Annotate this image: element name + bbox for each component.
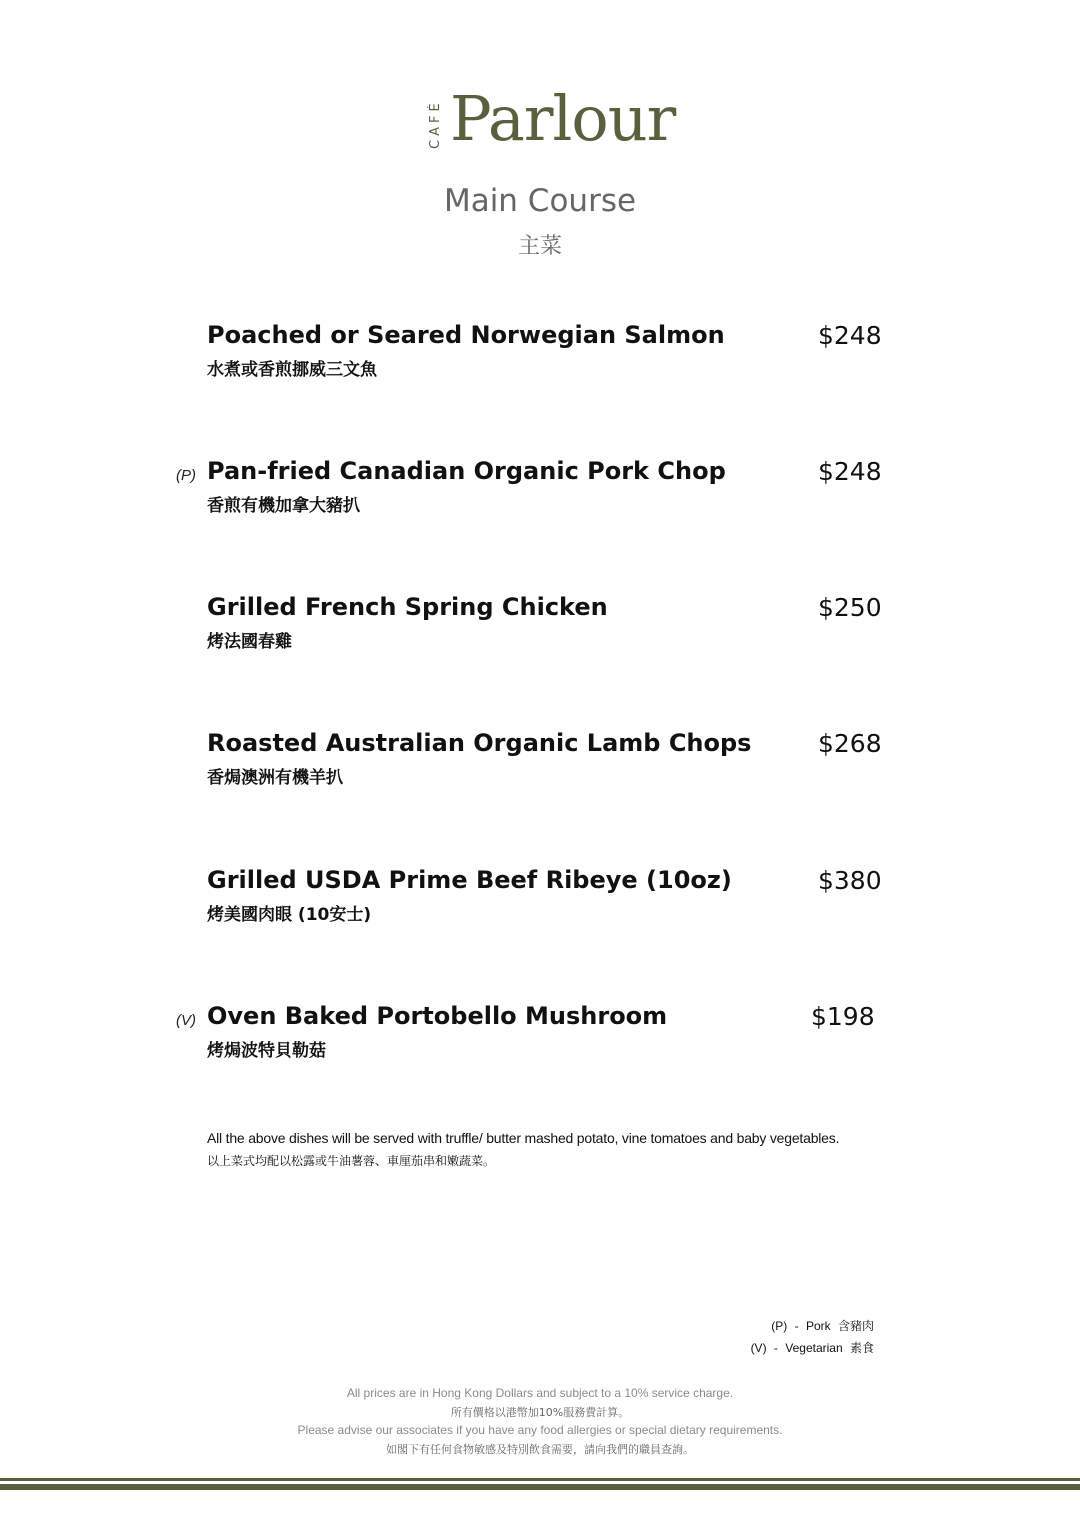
section-title-chinese: 主菜: [517, 234, 562, 259]
legend-label-chinese: 含豬肉: [837, 1319, 874, 1333]
legend-label: Pork: [805, 1319, 831, 1333]
dish-name: Poached or Seared Norwegian Salmon: [207, 321, 725, 349]
menu-item: [0, 457, 1080, 527]
menu-item: [0, 729, 1080, 799]
dish-name-chinese: 香煎有機加拿大豬扒: [207, 496, 360, 516]
menu-item: [0, 1002, 1080, 1072]
dish-name: Roasted Australian Organic Lamb Chops: [207, 729, 752, 757]
dish-name-chinese: 水煮或香煎挪威三文魚: [207, 360, 377, 380]
dietary-tag: (V): [176, 1012, 196, 1029]
side-dish-note: All the above dishes will be served with truffle/ butter mashed potato, vine tomatoes and baby vegetables.: [207, 1130, 840, 1146]
dish-name-chinese: 香焗澳洲有機羊扒: [207, 768, 343, 788]
legend-code: (P): [771, 1319, 788, 1333]
allergy-note: Please advise our associates if you have any food allergies or special dietary requirements.: [297, 1423, 783, 1437]
legend-code: (V): [750, 1341, 767, 1355]
logo-wordmark: Parlour: [450, 82, 676, 155]
dish-price: $198: [811, 1002, 875, 1031]
dish-name: Grilled USDA Prime Beef Ribeye (10oz): [207, 866, 732, 894]
menu-item: [0, 321, 1080, 391]
dish-price: $380: [818, 866, 882, 895]
legend-dash: -: [794, 1319, 799, 1333]
legend-dash: -: [773, 1341, 778, 1355]
dish-price: $268: [818, 729, 882, 758]
dietary-tag: (P): [176, 467, 196, 484]
menu-item: [0, 593, 1080, 663]
legend-label: Vegetarian: [785, 1341, 843, 1355]
service-charge-note-chinese: 所有價格以港幣加10%服務費計算。: [450, 1406, 630, 1419]
footer-band: [0, 1484, 1080, 1490]
logo-cafe-text: CAFÉ: [428, 99, 443, 149]
dish-name-chinese: 烤美國肉眼 (10安士): [207, 905, 372, 925]
service-charge-note: All prices are in Hong Kong Dollars and subject to a 10% service charge.: [346, 1386, 734, 1400]
dish-name: Oven Baked Portobello Mushroom: [207, 1002, 668, 1030]
legend-vegetarian: [747, 1339, 874, 1356]
dish-price: $248: [818, 457, 882, 486]
menu-item: [0, 866, 1080, 936]
dish-name: Grilled French Spring Chicken: [207, 593, 608, 621]
cafe-parlour-logo: [428, 82, 676, 162]
dish-name-chinese: 烤焗波特貝勒菇: [207, 1041, 326, 1061]
dish-name-chinese: 烤法國春雞: [207, 632, 292, 652]
dish-name: Pan-fried Canadian Organic Pork Chop: [207, 457, 726, 485]
legend-label-chinese: 素食: [849, 1341, 874, 1355]
dish-price: $248: [818, 321, 882, 350]
section-title: Main Course: [443, 183, 637, 219]
legend-pork: [767, 1317, 874, 1334]
dish-price: $250: [818, 593, 882, 622]
footer-divider: [0, 1478, 1080, 1481]
side-dish-note-chinese: 以上菜式均配以松露或牛油薯蓉、車厘茄串和嫩蔬菜。: [207, 1154, 496, 1168]
allergy-note-chinese: 如閣下有任何食物敏感及特別飲食需要，請向我們的職員查詢。: [386, 1443, 694, 1456]
